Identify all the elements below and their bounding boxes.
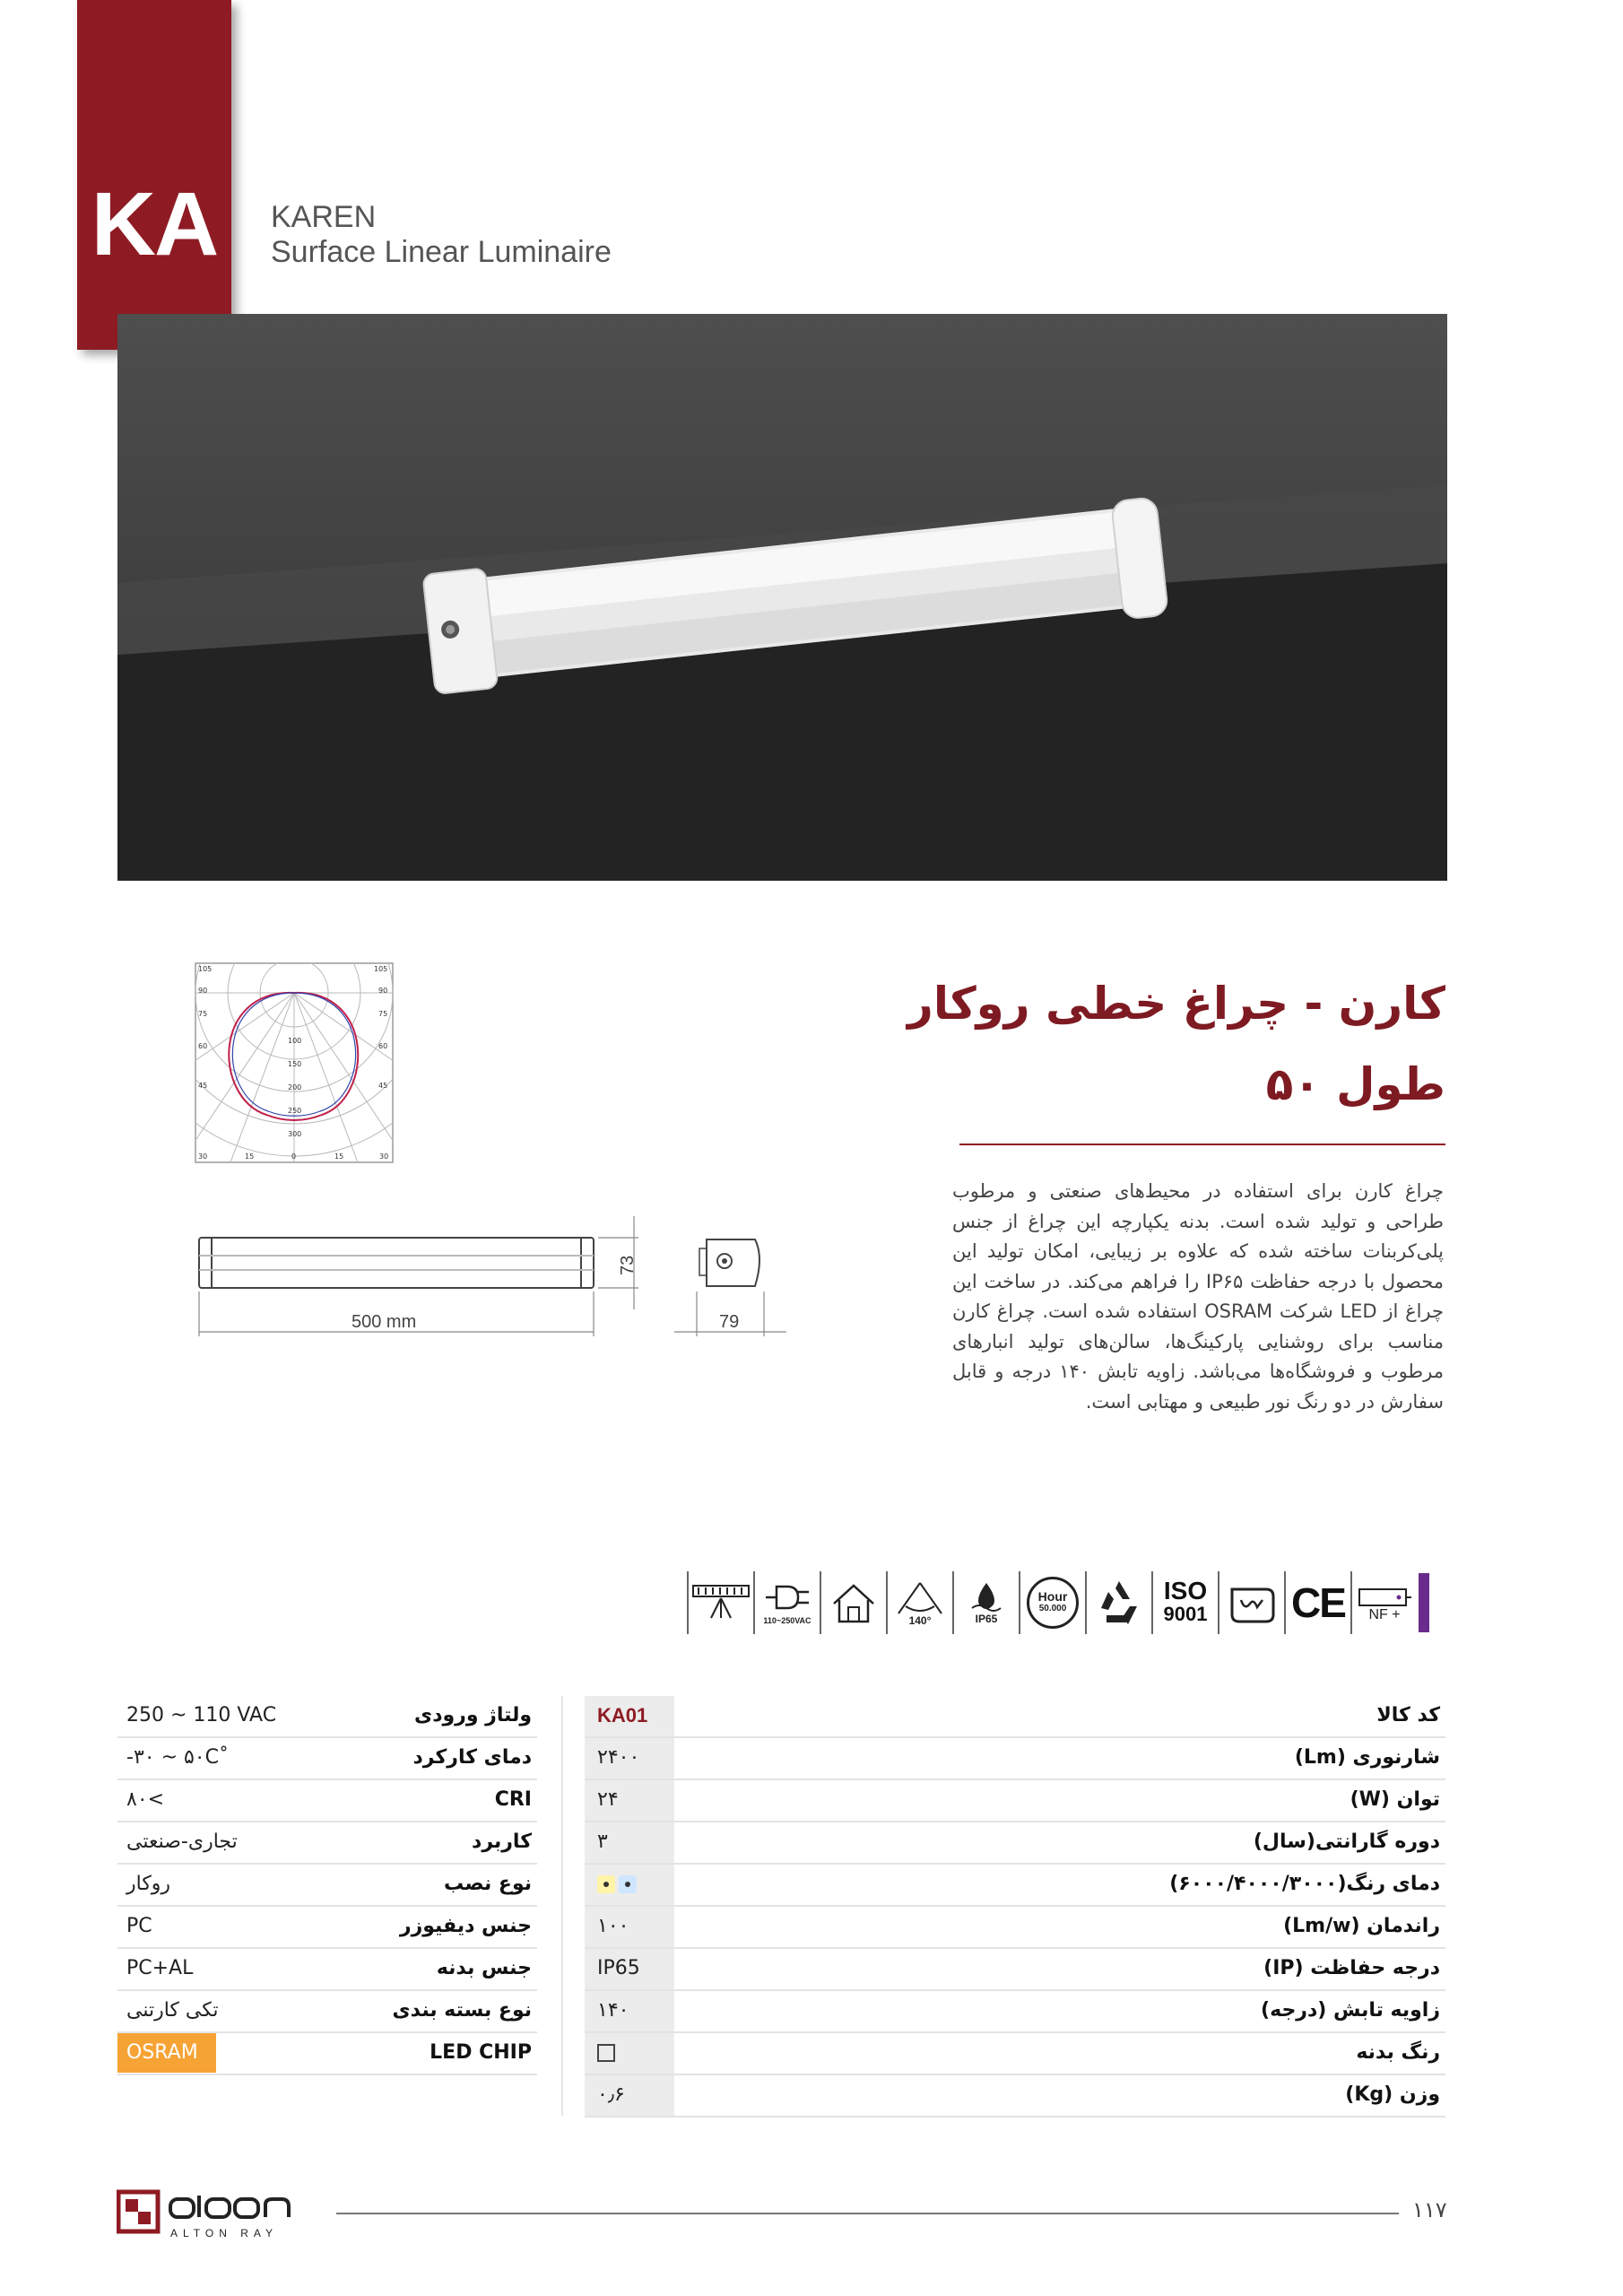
product-subtitle: طول ۵۰ [1265,1058,1445,1110]
spec-label: دمای کارکرد [412,1746,532,1769]
driver-nf-icon [1350,1571,1417,1634]
spec-value: ۲۴۰۰ [585,1738,674,1779]
spec-value: روکار [126,1873,171,1895]
spec-label: درجه حفاظت (IP) [1263,1957,1440,1979]
polar-ring-label: 250 [288,1107,302,1115]
spec-label: جنس دیفیوزر [399,1915,532,1937]
series-code: KAREN [271,200,377,234]
spec-value: ۱۰۰ [585,1907,674,1947]
iso-caption: 9001 [1163,1603,1208,1625]
spec-row [585,1738,1445,1780]
spec-value: 250 ~ 110 VAC [126,1704,277,1726]
spec-row [585,1822,1445,1865]
spec-row [585,1696,1445,1738]
polar-angle-label: 45 [378,1082,388,1090]
spec-label: کد کالا [1376,1704,1440,1726]
spec-label: دمای رنگ(۶۰۰۰/۴۰۰۰/۳۰۰۰) [1169,1873,1440,1895]
ce-caption: CE [1291,1579,1345,1626]
polar-angle-label: 45 [198,1082,208,1090]
spec-value: ۲۴ [585,1780,674,1821]
warm-white-swatch [597,1875,615,1893]
spec-value: -۳۰ ~ ۵۰C˚ [126,1746,229,1769]
ip65-drop-icon [952,1571,1019,1634]
spec-table-left [117,1696,537,2075]
spec-value: IP65 [585,1949,674,1989]
spec-value: PC [126,1915,152,1937]
product-title: کارن - چراغ خطی روکار [907,978,1445,1030]
spec-value: PC+AL [126,1957,194,1979]
spec-row [117,1907,537,1949]
spec-value: ۸۰< [126,1788,165,1811]
ce-mark-icon [1284,1571,1350,1634]
spec-row [585,1991,1445,2033]
polar-angle-label: 90 [378,987,388,995]
cool-white-swatch [619,1875,637,1893]
spec-label: نوع بسته بندی [392,1999,532,2022]
polar-ring-label: 300 [288,1130,302,1138]
spec-label: رنگ بدنه [1356,2041,1440,2064]
spec-row [117,1865,537,1907]
lifetime-hour-icon [1019,1571,1085,1634]
polar-angle-label: 15 [245,1152,255,1161]
polar-angle-label: 60 [198,1042,208,1050]
spec-row [117,1822,537,1865]
title-divider [959,1144,1445,1145]
spec-label: LED CHIP [430,2041,532,2064]
spec-label: CRI [494,1788,532,1811]
polar-angle-label: 60 [378,1042,388,1050]
table-divider [561,1696,563,2116]
spec-label: جنس بدنه [436,1957,532,1979]
voltage-caption: 110~250VAC [763,1615,812,1625]
polar-angle-label: 90 [198,987,208,995]
polar-angle-label: 105 [374,965,388,973]
polar-angle-label: 75 [198,1010,208,1018]
page-number: ۱۱۷ [1412,2197,1447,2222]
spec-row [585,2033,1445,2075]
white-body-swatch [597,2044,615,2062]
series-tab [77,0,231,350]
spec-row [117,1949,537,1991]
polar-ring-label: 100 [288,1037,302,1045]
spec-row [585,1780,1445,1822]
lifetime-caption: 50.000 [1038,1604,1067,1613]
polar-angle-label: 0 [291,1152,297,1161]
spec-row [117,2033,537,2075]
spec-row [585,2075,1445,2118]
polar-angle-label: 105 [198,965,213,973]
voltage-plug-icon [753,1571,820,1634]
series-tab-code: KA [91,174,218,274]
spec-row [117,1738,537,1780]
recycle-icon [1085,1571,1151,1634]
series-name: Surface Linear Luminaire [271,235,612,269]
spec-label: راندمان (Lm/w) [1283,1915,1440,1937]
spec-value: ۱۴۰ [585,1991,674,2031]
width-dimension-label: 79 [719,1312,740,1332]
body-color-swatch [585,2033,674,2074]
spec-label: کاربرد [472,1831,532,1853]
length-dimension-label: 500 mm [352,1312,417,1332]
alton-ray-logo [117,2187,314,2240]
polar-angle-label: 30 [379,1152,389,1161]
surface-mount-icon [687,1571,753,1634]
spec-label: وزن (Kg) [1345,2083,1440,2106]
accent-bar [1419,1573,1429,1632]
spec-row [117,1991,537,2033]
spec-label: نوع نصب [444,1873,532,1895]
spec-value: تکی کارتنی [126,1999,219,2022]
beam-angle-caption: 140° [908,1613,932,1627]
ip65-caption: IP65 [975,1612,998,1625]
height-dimension-label: 73 [618,1255,638,1275]
product-code-value: KA01 [585,1696,674,1736]
spec-row [117,1696,537,1738]
spec-label: ولتاژ ورودی [414,1704,532,1726]
spec-label: توان (W) [1350,1788,1440,1811]
lifetime-caption-top: Hour [1037,1589,1068,1604]
spec-label: زاویه تابش (درجه) [1261,1999,1440,2022]
spec-value: ۳ [585,1822,674,1863]
dimension-drawing [190,1202,791,1345]
indoor-house-icon [820,1571,886,1634]
beam-angle-icon [886,1571,952,1634]
product-description: چراغ کارن برای استفاده در محیط‌های صنعتی و مرطوب طراحی و تولید شده است. بدنه یکپارچه این چراغ از جنس پلی‌کربنات ساخته شده که علاوه بر زیبایی، امکان تولید این محصول با درجه حفاظت IP۶۵ را فراهم می‌کند. در ساخت این چراغ از LED شرکت OSRAM استفاده شده است. چراغ کارن مناسب برای روشنایی پارکینگ‌ها، سالن‌های تولید انبارهای مرطوب و فروشگاه‌ها می‌باشد. زاویه تابش ۱۴۰ درجه و قابل سفارش در دو رنگ نور طبیعی و مهتابی است. [952,1180,1445,1413]
polar-distribution-diagram [195,962,394,1163]
spec-label: دوره گارانتی(سال) [1253,1831,1440,1853]
osram-badge: OSRAM [117,2033,216,2073]
spec-row [585,1907,1445,1949]
polar-angle-label: 75 [378,1010,388,1018]
polar-ring-label: 150 [288,1060,302,1068]
polar-angle-label: 30 [198,1152,208,1161]
spec-value: ۰٫۶ [585,2075,674,2116]
spec-value: تجاری-صنعتی [126,1831,238,1853]
product-photo [117,314,1447,881]
polar-ring-label: 200 [288,1083,302,1091]
spec-row [117,1780,537,1822]
spec-label: شارنوری (Lm) [1294,1746,1440,1769]
iso-caption-top: ISO [1163,1577,1208,1605]
driver-caption: NF + [1368,1606,1401,1622]
feature-icons-row [687,1571,1429,1634]
footer-divider [336,2213,1399,2214]
color-temp-swatches [585,1865,674,1905]
standard-mark-icon [1218,1571,1284,1634]
logo-subtitle: ALTON RAY [170,2227,279,2239]
spec-row [585,1949,1445,1991]
polar-angle-label: 15 [334,1152,344,1161]
spec-row [585,1865,1445,1907]
iso-9001-icon [1151,1571,1218,1634]
spec-table-right [585,1696,1445,2118]
